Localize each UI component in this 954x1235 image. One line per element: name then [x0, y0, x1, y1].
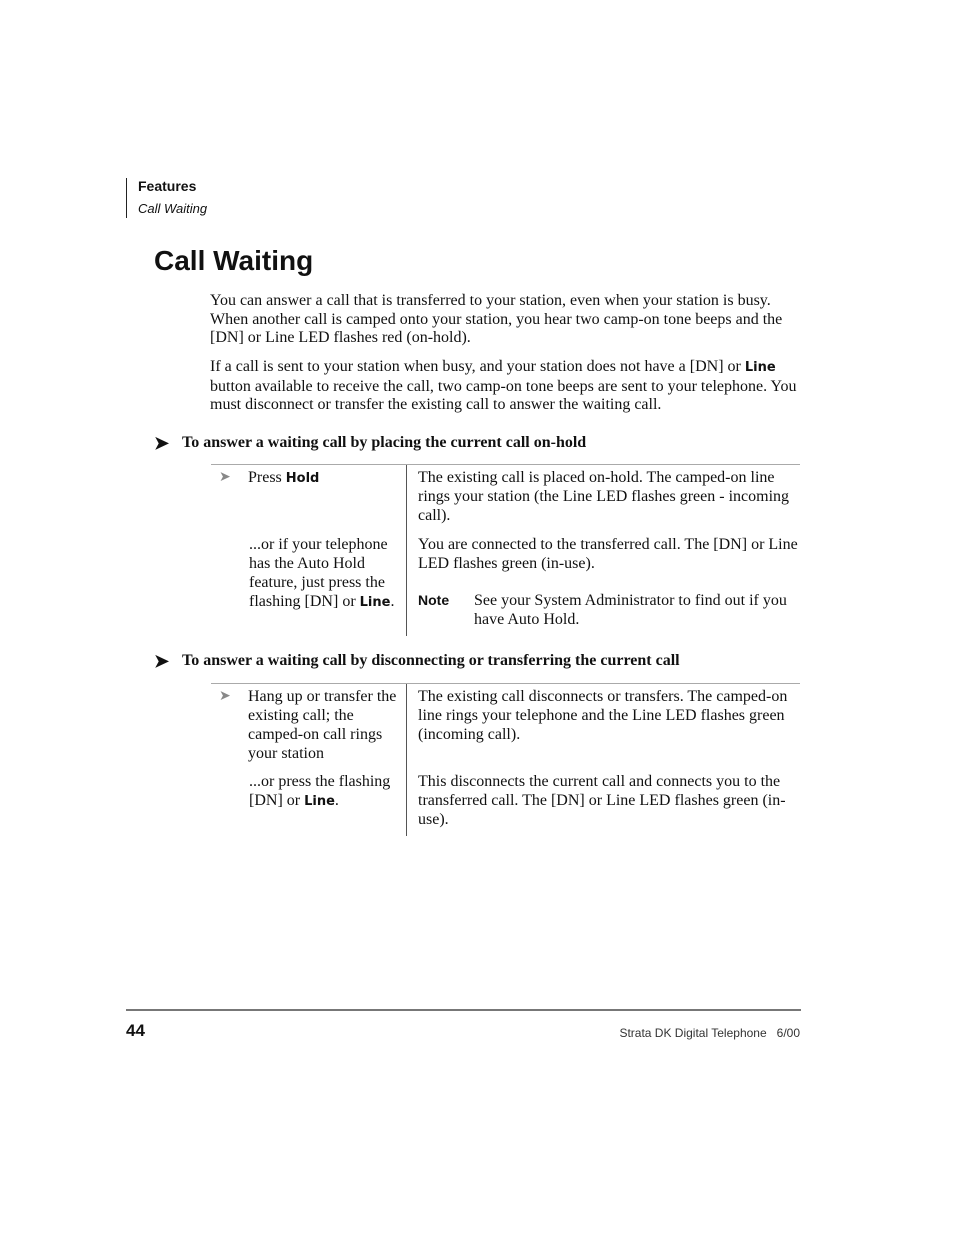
procedure-arrow-icon: ➤ — [154, 651, 170, 671]
step-arrow-icon: ➤ — [219, 689, 231, 704]
table-1-row-1-result: The existing call is placed on-hold. The camped-on line rings your station (the Line LED flashes green - incoming call). — [418, 469, 790, 524]
running-header — [126, 178, 207, 218]
action-text: Press — [248, 469, 286, 486]
note-label: Note — [418, 592, 450, 608]
step-arrow-icon: ➤ — [219, 470, 231, 485]
action-end: . — [334, 792, 339, 809]
table-1-top-rule — [211, 464, 800, 465]
table-1-row-2-result: You are connected to the transferred call. The [DN] or Line LED flashes green (in-use). — [418, 536, 798, 572]
table-1-row-1-action — [248, 468, 403, 488]
action-text: ...or press the flashing [DN] or — [249, 773, 391, 809]
table-1-row-2-action — [249, 535, 404, 612]
header-subsection: Call Waiting — [138, 201, 208, 216]
table-2-row-2-result: This disconnects the current call and connects you to the transferred call. The [DN] or Line LED flashes green (in-use). — [418, 773, 786, 828]
line-key-label: Line — [359, 595, 391, 610]
intro-paragraph-1: You can answer a call that is transferred to your station, even when your station is busy. When another call is camped onto your station, you hear two camp-on tone beeps and the [DN] or Line LED flashes red (on-hold). — [210, 292, 783, 347]
procedure-arrow-icon: ➤ — [154, 433, 170, 453]
header-section: Features — [138, 178, 197, 194]
table-2-row-2-action — [249, 772, 404, 811]
line-key-label: Line — [744, 360, 776, 375]
table-2-row-1-action: Hang up or transfer the existing call; the camped-on call rings your station — [248, 688, 397, 762]
action-text: ...or if your telephone has the Auto Hold feature, just press the flashing [DN] or — [249, 536, 388, 610]
table-1-divider — [406, 465, 407, 636]
intro-p2-end: button available to receive the call, two camp-on tone beeps are sent to your telephone. You must disconnect or transfer the existing call to answer the waiting call. — [210, 377, 797, 414]
procedure-heading-1 — [154, 433, 586, 453]
intro-paragraph-2 — [210, 358, 810, 415]
intro-p2-start: If a call is sent to your station when busy, and your station does not have a [DN] or — [210, 358, 741, 375]
page-title: Call Waiting — [154, 245, 314, 276]
procedure-heading-2-text: To answer a waiting call by disconnecting or transferring the current call — [182, 652, 680, 669]
procedure-heading-2 — [154, 651, 680, 671]
note-text: See your System Administrator to find out if you have Auto Hold. — [474, 592, 787, 628]
table-2-divider — [406, 684, 407, 836]
table-2-row-1-result: The existing call disconnects or transfers. The camped-on line rings your telephone and the Line LED flashes green (incoming call). — [418, 688, 788, 743]
procedure-heading-1-text: To answer a waiting call by placing the current call on-hold — [182, 434, 587, 451]
footer-rule — [126, 1009, 801, 1011]
footer-doc-title: Strata DK Digital Telephone 6/00 — [619, 1026, 800, 1040]
action-end: . — [390, 593, 395, 610]
page-number: 44 — [126, 1021, 145, 1040]
table-2-top-rule — [211, 683, 800, 684]
hold-key-label: Hold — [285, 471, 320, 486]
line-key-label: Line — [304, 794, 335, 809]
